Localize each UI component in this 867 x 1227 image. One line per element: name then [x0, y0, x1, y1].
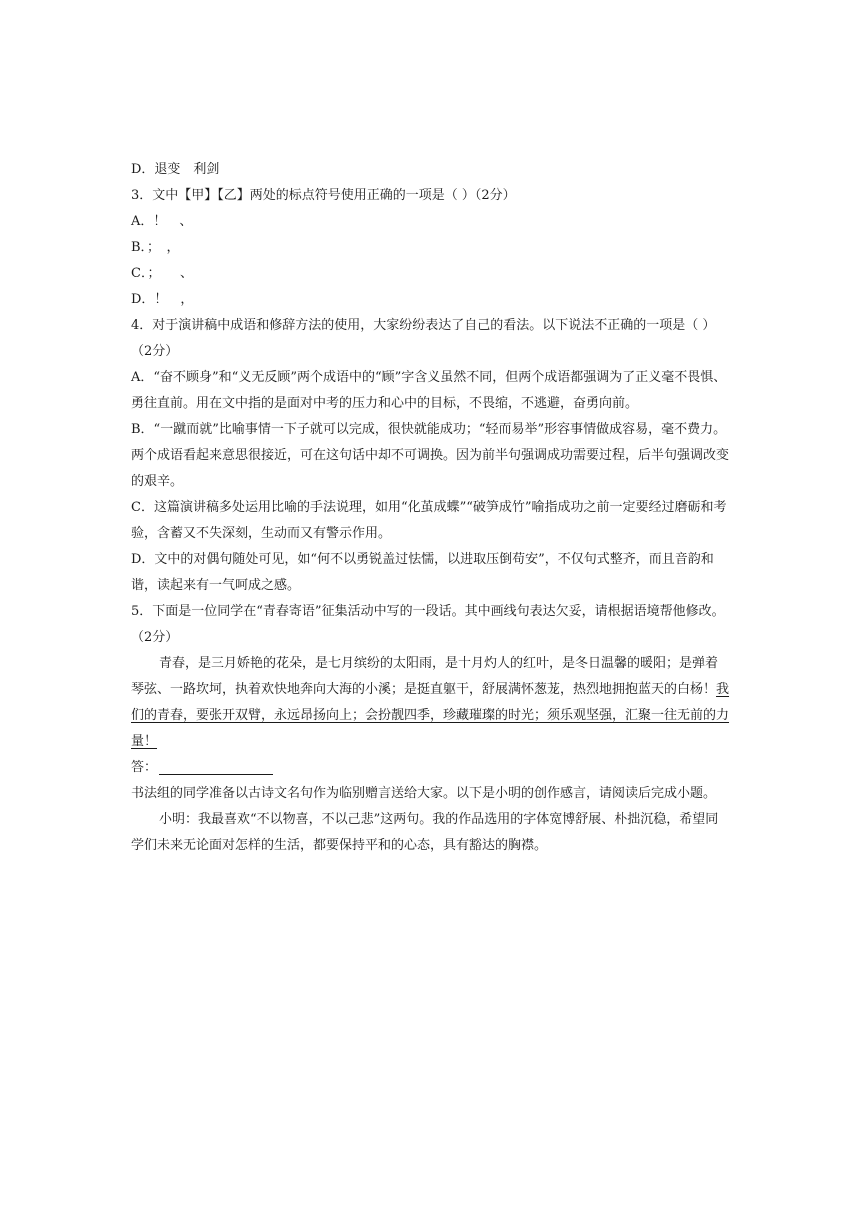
- q4-option-b-line2: 两个成语看起来意思很接近，可在这句话中却不可调换。因为前半句强调成功需要过程，后半句强调改变: [131, 448, 730, 463]
- intro-paragraph-line2: 学们未来无论面对怎样的生活，都要保持平和的心态，具有豁达的胸襟。: [131, 838, 548, 853]
- q5-passage-line1: 青春，是三月娇艳的花朵，是七月缤纷的太阳雨，是十月灼人的红叶，是冬日温馨的暖阳；是弹着: [159, 656, 719, 671]
- q5-passage-text: 琴弦、一路坎坷，执着欢快地奔向大海的小溪；是挺直躯干，舒展满怀葱茏，热烈地拥抱蓝天的白杨！: [131, 682, 717, 697]
- exam-content: [131, 157, 746, 859]
- q4-option-d-line2: 谐，读起来有一气呵成之感。: [131, 578, 301, 593]
- q2-option-d: D．退变 利剑: [131, 162, 220, 177]
- q3-option-a: A．！ 、: [131, 214, 193, 229]
- q4-option-b-line1: B．“一蹴而就”比喻事情一下子就可以完成，很快就能成功；“轻而易举”形容事情做成容易，毫不费力。: [131, 422, 727, 437]
- q4-option-b-line3: 的艰辛。: [131, 474, 184, 489]
- q3-option-b: B．； ，: [131, 240, 180, 255]
- intro-paragraph-line1: 小明：我最喜欢“不以物喜，不以己悲”这两句。我的作品选用的字体宽博舒展、朴拙沉稳，希望同: [159, 812, 719, 827]
- answer-label: 答：: [131, 760, 158, 775]
- q4-option-a-line1: A．“奋不顾身”和“义无反顾”两个成语中的“顾”字含义虽然不同，但两个成语都强调为了正义毫不畏惧、: [131, 370, 727, 385]
- q4-score: （2分）: [131, 344, 179, 359]
- q4-stem: 4．对于演讲稿中成语和修辞方法的使用，大家纷纷表达了自己的看法。以下说法不正确的一项是（ ）: [131, 318, 716, 333]
- q5-underlined-start: 我: [716, 682, 730, 697]
- q5-passage-line4: [131, 729, 746, 755]
- q3-stem: 3．文中【甲】【乙】两处的标点符号使用正确的一项是（ ）（2分）: [131, 188, 516, 203]
- q5-score: （2分）: [131, 630, 179, 645]
- answer-blank[interactable]: [159, 758, 273, 775]
- q4-option-d-line1: D．文中的对偶句随处可见，如“何不以勇锐盖过怯懦，以进取压倒苟安”，不仅句式整齐，而且音韵和: [131, 552, 714, 567]
- q3-option-d: D．！ ，: [131, 292, 194, 307]
- q3-option-c: C．； 、: [131, 266, 193, 281]
- q4-option-c-line2: 验，含蓄又不失深刻，生动而又有警示作用。: [131, 526, 392, 541]
- q5-underlined-line: 们的青春，要张开双臂，永远昂扬向上；会扮靓四季，珍藏璀璨的时光；须乐观坚强，汇聚一往无前的力: [131, 708, 730, 723]
- intro-line: 书法组的同学准备以古诗文名句作为临别赠言送给大家。以下是小明的创作感言，请阅读后完成小题。: [131, 786, 717, 801]
- q4-option-c-line1: C．这篇演讲稿多处运用比喻的手法说理，如用“化茧成蝶”“破笋成竹”喻指成功之前一定要经过磨砺和考: [131, 500, 727, 515]
- q4-option-a-line2: 勇往直前。用在文中指的是面对中考的压力和心中的目标，不畏缩，不逃避，奋勇向前。: [131, 396, 639, 411]
- q5-answer-row: [131, 755, 746, 781]
- q5-underlined-end: 量！: [131, 734, 158, 749]
- q5-passage-line2: [131, 677, 746, 703]
- q5-stem: 5．下面是一位同学在“青春寄语”征集活动中写的一段话。其中画线句表达欠妥，请根据语境帮他修改。: [131, 604, 725, 619]
